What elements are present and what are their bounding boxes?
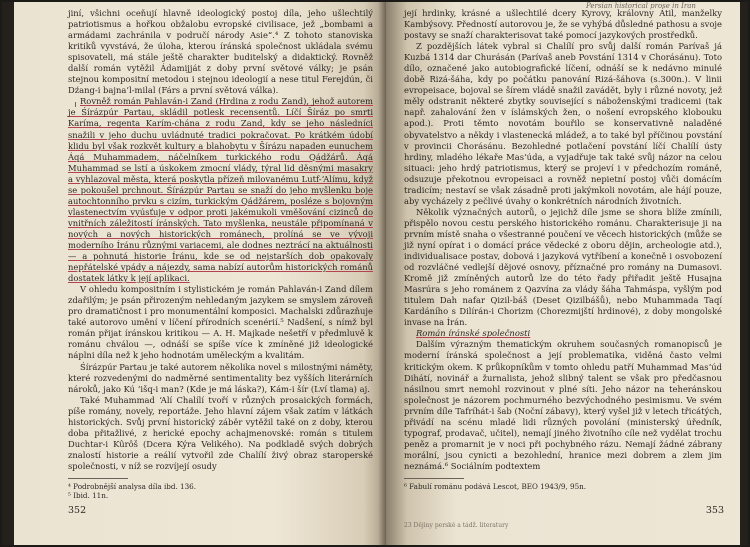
paragraph: Také Muhammad ‘Alí Chalílí tvoří v různých prosaických formách, píše romány, novely, reportáže. Jeho hlavní zájem však zatím v látkách historických. Svůj první historický záběr vytěžil také on z doby, kterou doba přitažlivé, z herické epochy achajmenovské: román s titulem Duchtar-i Kûrôš (Dcera Kýra Velikého). Na podkladě svých dobrých znalostí historie a reálií vytvořil zde Chalílí živý obraz staroperské společnosti, v níž se rozvíjejí osudy xyxy=(68,394,373,471)
footnote: ⁶ Fabulí románu podává Lescot, BEO 1943/9, 95n. xyxy=(404,481,587,491)
paragraph: její hrdinky, krásné a ušlechtilé dcery Kyrovy, královny Átil, manželky Kambýsovy. Předností autorovou je, že se vyhýbá důsledné pathosu a svoje postavy se snaží charakterisovat také pomocí jazykových prostředků. xyxy=(404,8,722,41)
paragraph: jiní, všichni oceňují hlavně ideologický postoj díla, jeho ušlechtilý patriotismus a hořkou obžalobu evropské civilisace, jež „bombami a armádami zachránila v područí národy Asie“.⁴ Z tohoto stanoviska kritiků vyvstává, že úloha, kterou íránská společnost ukládala svému spisovateli, má stále ještě charakter buditelský a didaktický. Rovněž další román vytěžil Ádamijját z doby první světové války; je psán stejnou kompositní metodou i stejnou ideologií a nese titul Ferejdún, či Dźang-i bajna’l-milal (Fárs a první světová válka). xyxy=(68,8,373,96)
book-edge-right xyxy=(740,2,748,545)
running-foot: 23 Dějiny perské a tádž. literatury xyxy=(404,522,509,529)
paragraph: Dalším výrazným thematickým okruhem současných romanopisců je moderní íránská společnost a její problematika, viděná často velmi kritickým okem. K průkopníkům v tomto ohledu patří Muhammad Mas‘úd Dihátí, novinář a žurnalista, jehož slibný talent se však pro předčasnou násilnou smrt nemohl rozvinout v plné síti. Jeho názor na teheránskou společnost je názorem pochmurného bezvýchodného pesimismu. Ve svém prvním díle Tafríhát-i šab (Noční zábavy), který vyšel již v letech třicátých, přivádí na scénu mladé lidi různých povolání (ministerský úředník, typograf, prodavač, učitel), nemají jiného životního cíle než vydělat trochu peněz a promarnit je v noci při pochybného rázu. Nemají žádné zábrany morální, jsou cynicti a bezohlední, hranice mezi dobrem a zlem jim neznámá.⁶ Sociálním podtextem xyxy=(404,339,722,471)
paragraph: Śírázpúr Partau je také autorem několika novel s milostnými náměty, které rozvedenými do nadměrné sentimentality bez vyšších literárních nároků, jako Kú ‘išq-i man? (Kde je má láska?), Kám-i šír (Lví tlama) aj. xyxy=(68,361,373,394)
book-edge-left xyxy=(2,2,14,545)
footnote: ⁴ Podrobnější analysa díla ibd. 136. xyxy=(68,481,197,491)
section-title: Román íránské společnosti xyxy=(416,328,531,339)
book-spread xyxy=(2,2,748,545)
page-number: 352 xyxy=(68,505,87,516)
paragraph: V ohledu kompositním i stylistickém je román Pahlaván-i Zand dílem zdařilým; je psán přirozeným nehledaným jazykem se smyslem zároveň pro dramatičnost i pro monumentální komposici. Machalski zdůrazňuje také autorovo umění v líčení přírodních scenérií.⁵ Nadšení, s nímž byl román přijat íránskou kritikou — A. H. Majkade nešetří v předmluvě k románu chválou —, odnáší se spíše více k zmíněné již ideologické náplni díla než k jeho hodnotám uměleckým a kvalitám. xyxy=(68,284,373,361)
paragraph: Několik význačných autorů, o jejichž díle jsme se shora blíže zmínili, přispělo novou cestu perského historického románu. Charakterisuje ji na prvním místě snaha o všestranné poučení ve věcech historických (může se již nyní opírat i o domácí práce vědecké z oboru dějin, archeologie atd.), individualisace postav, dobová i jazyková vytříbení a konečně i osvobození od rozvláčné vedlejší dějové osnovy, příznačné pro romány na Dumasovi. Kromě již zmíněných autorů lze do této řady přiřadit ještě Husajna Masrúra s jeho románem z Qazvína za vlády šáha Tahmáspa, vyšlým pod titulem Dah nafar Qizil-báš (Deset Qizilbášů), nebo Muhammada Taqí Kardáního s Dilírán-i Chorizm (Chorezmijští hrdinové), z doby mongolské invase na Írán. xyxy=(404,206,722,328)
page-number: 353 xyxy=(705,505,724,516)
right-text-block xyxy=(404,8,722,491)
right-page xyxy=(386,2,740,545)
left-page xyxy=(14,2,386,545)
left-text-block xyxy=(68,8,373,500)
paragraph: Z pozdějších látek vybral si Chalílí pro svůj další román Parívaš já Kuzbá 1314 dar Churásán (Parívaš aneb Povstání 1314 v Chorásánu). Toto dílo, označené jako autobiografické líčení, odnáší se k nedávno minulé době Rizá-šáha, kdy po počátku panování Rizá-šáhova (s.300n.). V linii evropeisace, bojoval se šírem vládě snažil zavádět, byly i různé novoty, jež měly odstranit některé zbytky související s náboženskými tradicemi (tak např. zahalování žen v íslámských žen, o nošení evropského klobouku apod.). Proti těmto novotám bouřilo se konservativně naladěné obyvatelstvo a někdy i vlastenecká mládež, a to také byl příčinou povstání v provincii Chorásánu. Bezohledné potlačení povstání líčí Chalílí ústy hrdiny, mladého lékaře Mas‘úda, a vyjadřuje tak také svůj názor na celou situaci: jeho hrdý patriotismus, který se projeví i v předchozím románě, odsuzuje překotnou evropeisaci a rovněž nepietní postoj vůči domácím tradicím; nestaví se však zásadně proti jakýmkoli novotám, ale hájí pouze, aby vycházely z pečlivé úvahy o konkrétních národních životních. xyxy=(404,41,722,206)
footnote: ⁵ Ibid. 11n. xyxy=(68,490,109,500)
footnote-rule xyxy=(404,478,464,479)
running-head: Persian historical prose in Iran xyxy=(586,2,696,10)
paragraph: Rovněž román Pahlaván-i Zand (Hrdina z rodu Zand), jehož autorem je Śírázpúr Partau, skládil potlesk recensentů. Líčí Šíráz po smrti Karíma, regenta Karím-chána z rodu Zand, kdy se jeho následníci snažili v jeho duchu uvládnuté tradici pokračovat. Po krátkém údobí klidu byl však rozkvět kultury a blahobytu v Šírázu napaden eunuchem Áqá Muhammadem, náčelníkem turkického rodu Qádžárů. Áqá Muhammad se lstí a úskokem zmocní vlády, týral lid děsnými masakry a vyhlazoval města, která poskytla přízeň milovanému Lutf-‘Alímu, když se pokoušel prchnout. Śírázpúr Partau se snaží do jeho myšlenku boje autochtonního prvku s cizím, turkickým Qádžárem, posléze s bojovným vlastenectvím vyúsťuje v odpor proti jakémukoli vměšování cizinců do vnitřních záležitostí íránských. Tato myšlenka, neustále připomínaná v nových a nových historických románech, prolíná se ve vývoji moderního Íránu různými variacemi, ale dodnes neztrácí na aktuálnosti — a pohnutá historie Íránu, kde se od nejstarších dob opakovaly nepřátelské vpády a nájezdy, sama nabízí autorům historických románů dostatek látky k její aplikaci. xyxy=(68,96,373,284)
footnote-rule xyxy=(68,478,128,479)
